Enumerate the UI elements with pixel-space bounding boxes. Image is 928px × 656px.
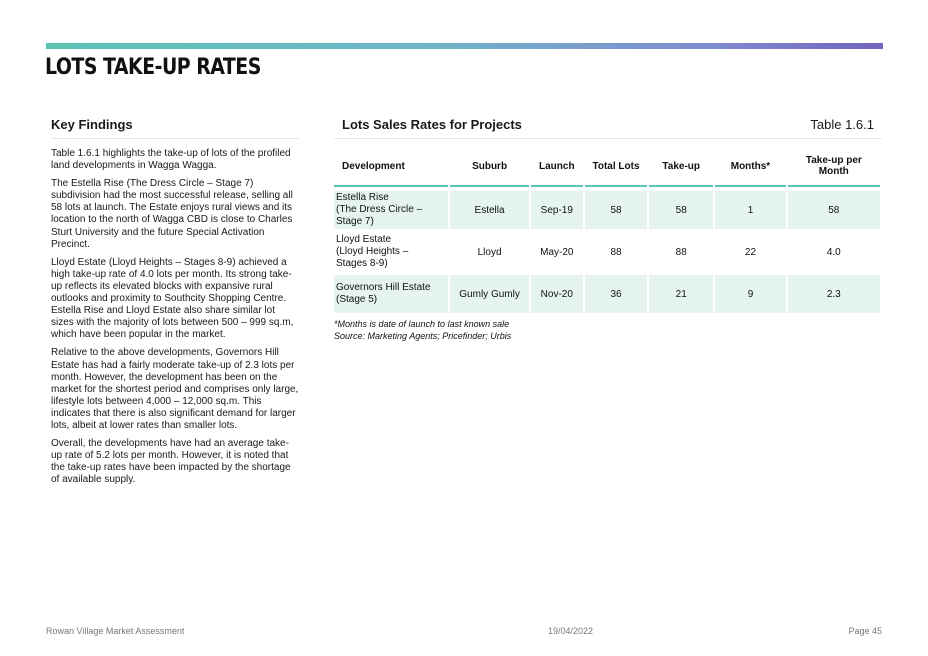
table-cell: 88 [610,246,622,258]
key-findings-paragraph: Overall, the developments have had an average take-up rate of 5.2 lots per month. However, it is noted that the take-up rates have been impacted by the shortage of available supply. [51,438,291,486]
table-cell: Lloyd Estate (Lloyd Heights – Stages 8-9) [336,234,409,269]
table-notes [334,318,882,342]
table-row [334,233,880,271]
table-title: Lots Sales Rates for Projects [342,117,522,132]
table-cell: 1 [715,191,785,229]
table-note: *Months is date of launch to last known sale [334,319,510,329]
table-row [334,191,880,229]
table-header [334,117,882,139]
table-cell: Estella Rise (The Dress Circle – Stage 7) [334,191,448,229]
table-cell: 58 [649,191,713,229]
table-cell: 9 [715,275,785,313]
key-findings-paragraph: Relative to the above developments, Governors Hill Estate has had a fairly moderate take-up of 2.3 lots per month. However, the development has been on the market for the shortest period and comprises only large, lifestyle lots between 4,000 – 12,000 sq.m. This indicates that there is also significant demand for larger lots, albeit at lower rates than smaller lots. [51,347,299,431]
table-cell: Lloyd [477,246,502,258]
key-findings-section [51,117,299,486]
sales-rates-section [334,117,882,342]
header-accent-bar [46,43,883,49]
table-cell: 22 [744,246,757,258]
table-cell: 58 [788,191,880,229]
table-number: Table 1.6.1 [810,117,874,132]
table-cell: Gumly Gumly [450,275,528,313]
table-cell: 36 [585,275,647,313]
table-cell: 21 [649,275,713,313]
column-header-development: Development [334,147,448,187]
table-cell: Estella [450,191,528,229]
key-findings-paragraph: Table 1.6.1 highlights the take-up of lots of the profiled land developments in Wagga Wagga. [51,148,291,172]
column-header-launch: Launch [531,147,583,187]
sales-rates-table [332,147,882,313]
column-header-months: Months* [715,147,785,187]
table-cell: Nov-20 [531,275,583,313]
table-header-row [334,147,880,187]
key-findings-paragraph: The Estella Rise (The Dress Circle – Stage 7) subdivision had the most successful release, selling all 58 lots at launch. The Estate enjoys rural views and its location to the north of Wagga CBD is close to Charles Sturt University and the future Special Activation Precinct. [51,178,293,250]
key-findings-heading: Key Findings [51,117,299,139]
footer-date: 19/04/2022 [548,626,594,636]
footer-page-number: Page 45 [848,626,882,636]
table-cell: 2.3 [788,275,880,313]
column-header-suburb: Suburb [450,147,528,187]
table-cell: 88 [675,246,687,258]
table-cell: Governors Hill Estate (Stage 5) [334,275,448,313]
key-findings-paragraph: Lloyd Estate (Lloyd Heights – Stages 8-9) achieved a high take-up rate of 4.0 lots per month. Its strong take-up reflects its elevated blocks with expansive rural outlooks and proximity to Southcity Shopping Centre. Estella Rise and Lloyd Estate also share similar lot sizes with the majority of lots between 500 – 999 sq.m, which have been popular in the market. [51,256,294,341]
table-source: Source: Marketing Agents; Pricefinder; Urbis [334,331,512,341]
column-header-total-lots: Total Lots [585,147,647,187]
column-header-take-up: Take-up [649,147,713,187]
column-header-take-up-per-month: Take-up per Month [788,147,880,187]
table-row [334,275,880,313]
table-cell: Sep-19 [531,191,583,229]
footer-report-name: Rowan Village Market Assessment [46,626,185,636]
page-title: LOTS TAKE-UP RATES [45,55,261,80]
table-cell: 58 [585,191,647,229]
table-cell: May-20 [540,246,574,258]
table-cell: 4.0 [826,246,841,258]
